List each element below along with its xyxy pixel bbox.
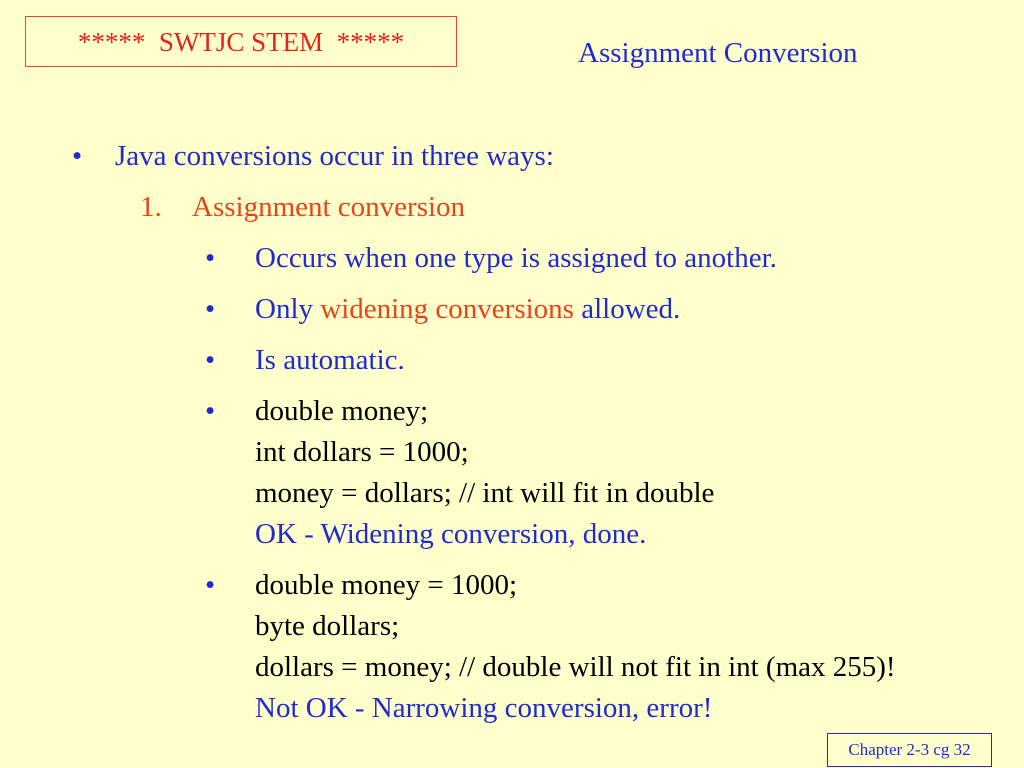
result-line: OK - Widening conversion, done. [255,518,647,550]
bullet-marker: • [205,242,216,274]
slide-title: Assignment Conversion [578,37,858,69]
bullet-marker: • [205,569,216,601]
sub-bullet-text: Is automatic. [255,344,405,376]
slide-footer: Chapter 2-3 cg 32 [827,733,992,767]
item-number: 1. [140,191,162,223]
code-line: dollars = money; // double will not fit in int (max 255)! [255,651,896,683]
item-label: Assignment conversion [192,191,466,223]
header-banner: ***** SWTJC STEM ***** [25,16,457,67]
bullet-marker: • [205,395,216,427]
bullet-marker: • [205,293,216,325]
intro-text: Java conversions occur in three ways: [115,140,554,172]
result-line: Not OK - Narrowing conversion, error! [255,692,713,724]
bullet-marker: • [72,140,83,172]
code-line: double money = 1000; [255,569,518,601]
sub-bullet-text: Occurs when one type is assigned to another. [255,242,777,274]
code-line: byte dollars; [255,610,400,642]
sub2-prefix: Only [255,293,321,325]
code-line: double money; [255,395,429,427]
bullet-marker: • [205,344,216,376]
code-line: money = dollars; // int will fit in double [255,477,715,509]
code-line: int dollars = 1000; [255,436,469,468]
sub2-highlight: widening conversions [320,293,574,325]
sub2-suffix: allowed. [573,293,681,325]
sub-bullet-text [255,289,680,330]
